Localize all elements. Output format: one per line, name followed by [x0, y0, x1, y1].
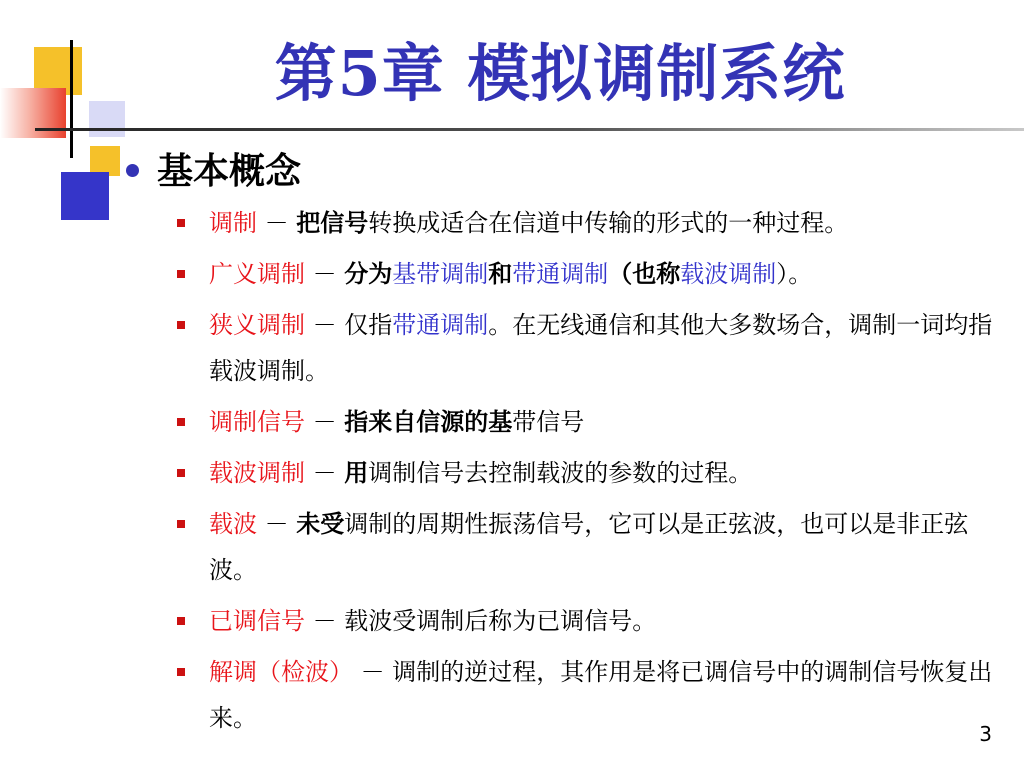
term: 狭义调制 [209, 311, 305, 339]
list-item [176, 251, 996, 297]
definition-bold: 把信号 [296, 209, 369, 237]
term: 载波 [209, 510, 257, 538]
paren-close: ）。 [776, 260, 813, 288]
red-square-bullet-icon [177, 520, 185, 528]
definition: 调制的周期性振荡信号，它可以是正弦波，也可以是非正弦波。 [209, 510, 969, 584]
dash: － [353, 658, 393, 686]
red-square-bullet-icon [177, 219, 185, 227]
definition: 调制信号去控制载波的参数的过程。 [368, 459, 753, 487]
red-square-bullet-icon [177, 668, 185, 676]
definition-bold: 分为 [344, 260, 393, 288]
logo-light-blue-square [89, 101, 125, 137]
section-heading-text: 基本概念 [157, 151, 302, 192]
dash: － [257, 510, 297, 538]
logo-vertical-line [70, 40, 73, 158]
red-square-bullet-icon [177, 469, 185, 477]
list-item [176, 450, 996, 496]
highlight-bandpass: 带通调制 [512, 260, 609, 288]
definition: 。在无线通信和其他大多数场合，调制一词均指载波调制。 [209, 311, 993, 385]
definition-bold: 指来自信源的基 [344, 408, 513, 436]
red-square-bullet-icon [177, 418, 185, 426]
term: 解调（检波） [209, 658, 353, 686]
list-item [176, 649, 996, 741]
dash: － [305, 408, 345, 436]
highlight-carrier: 载波调制 [680, 260, 777, 288]
red-square-bullet-icon [177, 321, 185, 329]
term: 调制信号 [209, 408, 305, 436]
conjunction: 和 [488, 260, 513, 288]
definition: 调制的逆过程，其作用是将已调信号中的调制信号恢复出来。 [209, 658, 993, 732]
list-item [176, 200, 996, 246]
slide-title: 第5章 模拟调制系统 [274, 37, 846, 110]
highlight-bandpass: 带通调制 [392, 311, 489, 339]
list-item [176, 598, 996, 644]
term: 已调信号 [209, 607, 305, 635]
list-item [176, 501, 996, 593]
section-heading [126, 147, 301, 197]
highlight-baseband: 基带调制 [392, 260, 489, 288]
term: 广义调制 [209, 260, 305, 288]
term: 载波调制 [209, 459, 305, 487]
logo-blue-square [61, 172, 109, 220]
title-underline [35, 128, 1024, 131]
dash: － [305, 260, 345, 288]
dash: － [257, 209, 297, 237]
page-number: 3 [979, 722, 992, 746]
blue-dot-bullet-icon [126, 164, 139, 177]
dash: － [305, 311, 345, 339]
definition: 载波受调制后称为已调信号。 [344, 607, 657, 635]
definition: 仅指 [344, 311, 393, 339]
definition-bold: 未受 [296, 510, 345, 538]
term: 调制 [209, 209, 257, 237]
dash: － [305, 459, 345, 487]
red-square-bullet-icon [177, 617, 185, 625]
concept-list [176, 200, 996, 746]
red-square-bullet-icon [177, 270, 185, 278]
definition-bold: 用 [344, 459, 369, 487]
list-item [176, 302, 996, 394]
list-item [176, 399, 996, 445]
definition: 带信号 [512, 408, 585, 436]
definition: 转换成适合在信道中传输的形式的一种过程。 [368, 209, 849, 237]
paren-open: （也称 [608, 260, 681, 288]
dash: － [305, 607, 345, 635]
